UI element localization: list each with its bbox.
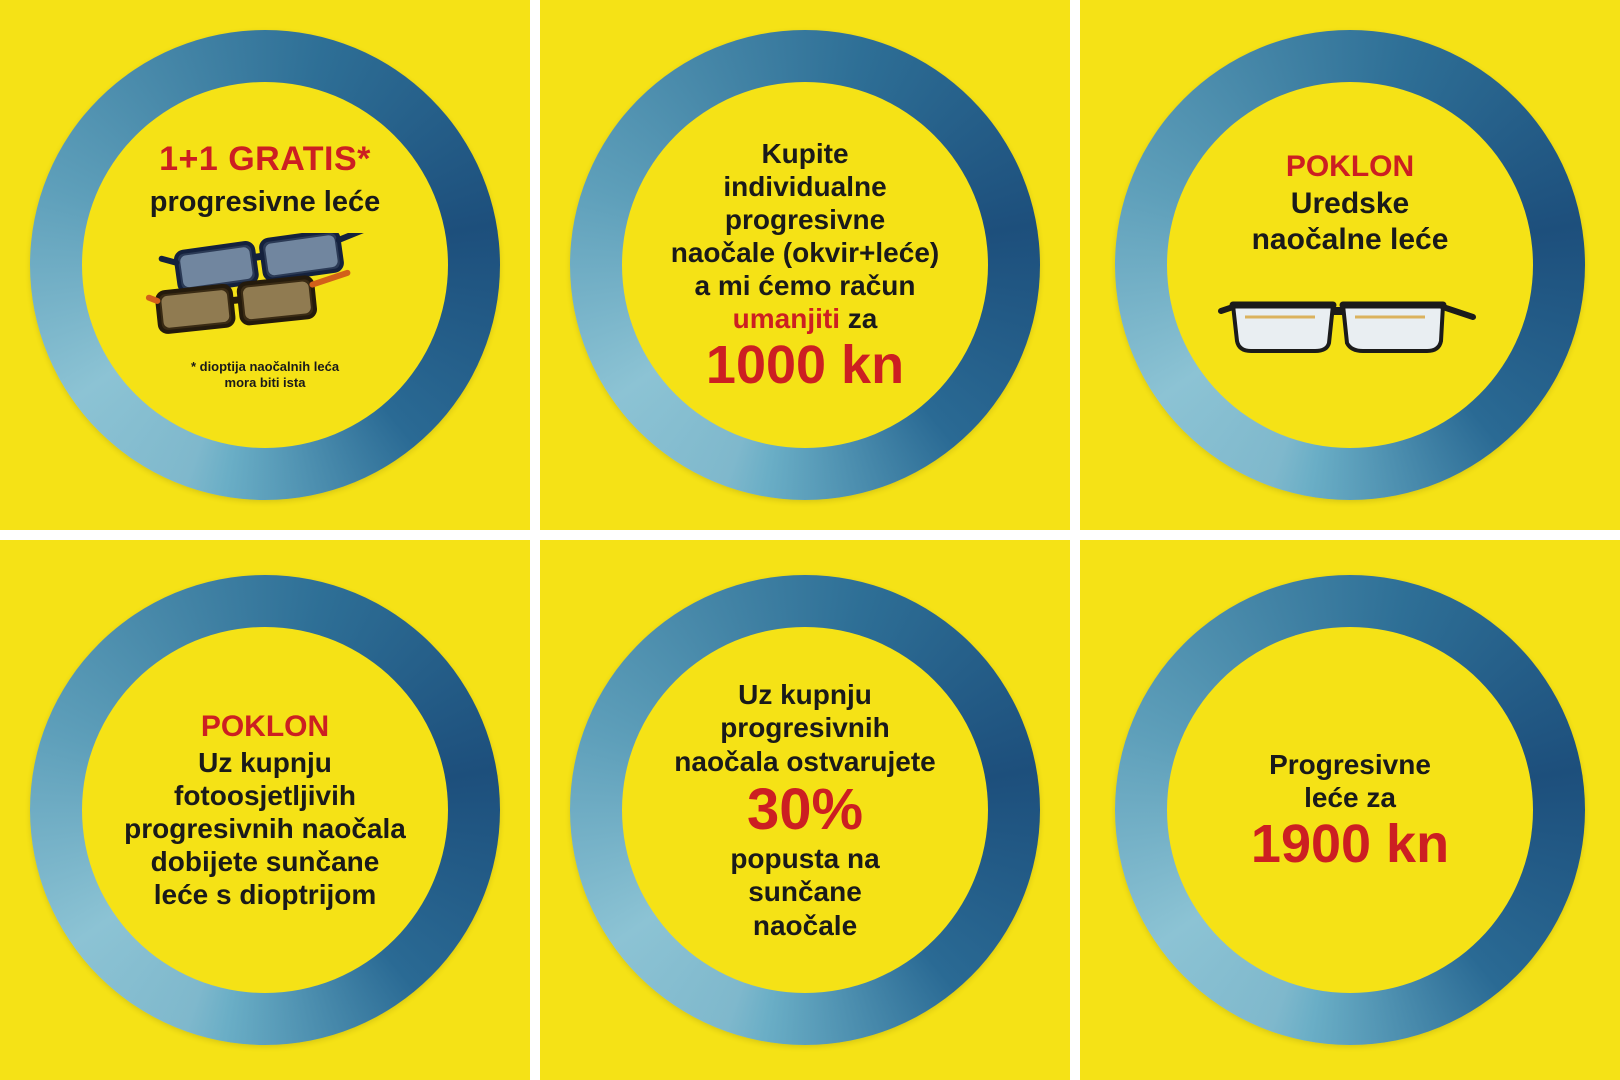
panel2-text-block (650, 137, 960, 394)
panel3-text-block (1195, 186, 1505, 257)
ring-inner-area (1167, 82, 1533, 448)
panel3-line-2: naočalne leće (1251, 222, 1449, 256)
office-eyeglasses-icon (1215, 271, 1485, 381)
ring-graphic (1115, 575, 1585, 1045)
panel4-line-5: leće s dioptrijom (153, 879, 377, 911)
ring-graphic (570, 30, 1040, 500)
promo-panel-1000-kn (540, 0, 1080, 540)
ring-inner-area (622, 82, 988, 448)
panel1-footnote (110, 359, 420, 392)
panel4-text-block (110, 746, 420, 911)
panel5-bottom-line-1: popusta na (730, 843, 880, 875)
panel6-text-block (1195, 748, 1505, 814)
panel2-emphasis-red: umanjiti (732, 302, 840, 334)
panel2-amount: 1000 kn (705, 334, 905, 395)
panel4-badge: POKLON (200, 709, 330, 743)
panel1-footnote-line2: mora biti ista (224, 375, 306, 391)
panel5-bottom-line-3: naočale (752, 909, 858, 941)
panel2-line-4: naočale (okvir+leće) (670, 236, 940, 268)
panel5-text-top (650, 678, 960, 777)
panel2-line-2: individualne (723, 170, 887, 202)
panel1-subheadline: progresivne leće (149, 185, 381, 218)
ring-graphic (30, 30, 500, 500)
ring-inner-area (622, 627, 988, 993)
ring-inner-area (82, 627, 448, 993)
panel4-line-4: dobijete sunčane (150, 846, 380, 878)
ring-graphic (570, 575, 1040, 1045)
ring-graphic (30, 575, 500, 1045)
promo-panel-poklon-fotoosjetljive (0, 540, 540, 1080)
panel4-line-1: Uz kupnju (198, 747, 332, 779)
panel2-line-5: a mi ćemo račun (694, 269, 916, 301)
promo-panel-1-plus-1-gratis (0, 0, 540, 540)
panel3-line-1: Uredske (1290, 187, 1410, 221)
ring-inner-area (1167, 627, 1533, 993)
panel5-top-line-3: naočala ostvarujete (674, 745, 936, 777)
panel6-amount: 1900 kn (1250, 813, 1450, 874)
panel5-bottom-line-2: sunčane (748, 876, 862, 908)
panel5-text-bottom (650, 842, 960, 941)
ring-inner-area (82, 82, 448, 448)
panel2-emphasis-dark: za (839, 302, 878, 334)
panel4-line-3: progresivnih naočala (124, 813, 406, 845)
panel4-line-2: fotoosjetljivih (174, 780, 356, 812)
panel1-headline: 1+1 GRATIS* (159, 139, 371, 178)
promo-panel-30-posto (540, 540, 1080, 1080)
panel6-line-1: Progresivne (1269, 748, 1431, 780)
ring-graphic (1115, 30, 1585, 500)
panel2-emphasis-row (650, 302, 960, 335)
panel1-footnote-line1: * dioptija naočalnih leća (190, 358, 340, 374)
eyeglasses-pair-icon (145, 233, 385, 353)
panel5-percent: 30% (746, 776, 864, 842)
panel6-line-2: leće za (1304, 781, 1396, 813)
panel3-badge: POKLON (1285, 149, 1415, 183)
panel2-line-3: progresivne (724, 203, 886, 235)
panel5-top-line-2: progresivnih (720, 712, 890, 744)
panel2-line-1: Kupite (761, 137, 849, 169)
promo-panel-1900-kn (1080, 540, 1620, 1080)
promo-panel-poklon-uredske (1080, 0, 1620, 540)
panel5-top-line-1: Uz kupnju (738, 679, 872, 711)
